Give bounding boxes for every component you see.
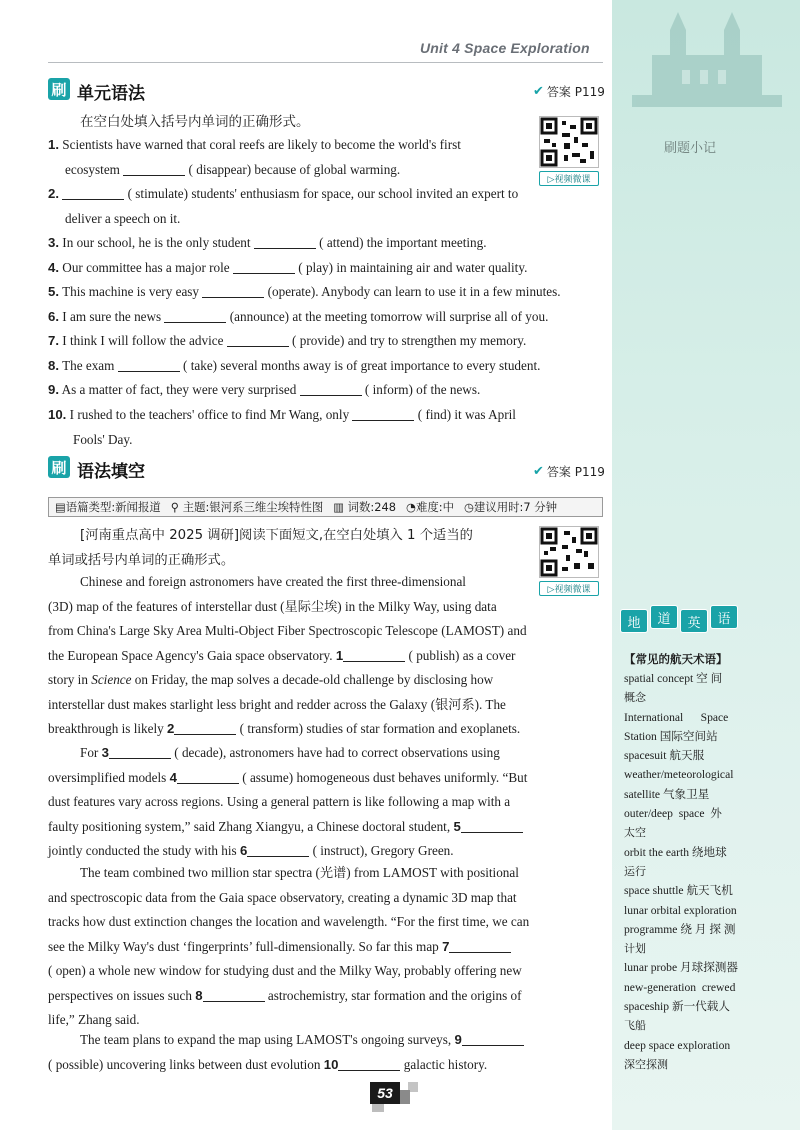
- page-number: 53: [370, 1082, 400, 1104]
- gauge-icon: ◔: [406, 500, 416, 514]
- info-difficulty: ◔难度:中: [406, 500, 454, 514]
- note-label: 刷题小记: [664, 141, 717, 156]
- answer-blank-3[interactable]: [109, 745, 171, 759]
- passage-intro: [河南重点高中 2025 调研]阅读下面短文,在空白处填入 1 个适当的 单词或括号内单词的正确形式。: [48, 528, 473, 568]
- glossary-list: spatial concept 空 间 概念 International Space Station 国际空间站 spacesuit 航天服 weather/meteorological satellite 气象卫星 outer/deep space 外 太空 orbit the earth 绕地球 运行 space shuttle 航天飞机 lunar orbital exploration programme 绕 月 探 测 计划 lunar probe 月球探测器 new-generation crewed spaceship 新一代载人 飞船 deep space exploration 深空探测: [624, 672, 738, 1071]
- answer-blank[interactable]: [118, 358, 180, 372]
- question-2: 2. ( stimulate) students' enthusiasm for space, our school invited an expert to deliver a speech on it.: [48, 186, 519, 226]
- header-divider: [48, 62, 603, 63]
- section-title: 单元语法: [77, 84, 145, 104]
- document-icon: ▤: [55, 500, 66, 514]
- answer-blank[interactable]: [352, 407, 414, 421]
- answer-blank-6[interactable]: [247, 843, 309, 857]
- question-10: 10. I rushed to the teachers' office to find Mr Wang, only ( find) it was April Fools' Day.: [48, 407, 516, 447]
- answer-blank-8[interactable]: [203, 988, 265, 1002]
- info-words: ▥ 词数:248: [333, 500, 396, 514]
- answer-blank[interactable]: [227, 333, 289, 347]
- page-decoration: [372, 1104, 384, 1112]
- passage-info-bar: [48, 497, 603, 517]
- search-icon: ⚲: [170, 500, 180, 514]
- bars-icon: ▥: [333, 500, 344, 514]
- section-icon: 刷: [48, 456, 70, 478]
- question-3: 3. In our school, he is the only student ( attend) the important meeting.: [48, 235, 487, 250]
- glossary-heading: 【常见的航天术语】: [624, 652, 728, 666]
- answer-blank[interactable]: [254, 235, 316, 249]
- authentic-english-badge: 地 道 英 语: [620, 605, 750, 635]
- question-5: 5. This machine is very easy (operate). Anybody can learn to use it in a few minutes.: [48, 284, 561, 299]
- video-lesson-label[interactable]: ▷视频微课: [539, 581, 599, 596]
- answer-blank[interactable]: [300, 382, 362, 396]
- passage-paragraph-1: Chinese and foreign astronomers have created the first three-dimensional (3D) map of the features of interstellar dust (星际尘埃) in the Milky Way, using data from China's Large Sky Area Multi-Object Fiber Spectroscopic Telescope (LAMOST) and the European Space Agency's Gaia space observatory. 1 ( publish) as a cover story in Science on Friday, the map solves a decade-old challenge by disclosing how interstellar dust makes starlight less bright and redder across the Galaxy (银河系). The breakthrough is likely 2 ( transform) studies of star formation and exoplanets.: [48, 574, 527, 736]
- answer-blank[interactable]: [164, 309, 226, 323]
- section-title: 语法填空: [77, 462, 145, 482]
- passage-paragraph-2: For 3 ( decade), astronomers have had to correct observations using oversimplified models 4 ( assume) homogeneous dust behaves uniformly. “But dust features vary across regions. Using a general pattern is like following a map with a faulty positioning system,” said Zhang Xiangyu, a Chinese doctoral student, 5 jointly conducted the study with his 6 ( instruct), Gregory Green.: [48, 745, 528, 858]
- answer-blank-4[interactable]: [177, 770, 239, 784]
- unit-title: Unit 4 Space Exploration: [420, 40, 590, 56]
- answer-blank-5[interactable]: [461, 819, 523, 833]
- question-8: 8. The exam ( take) several months away is of great importance to every student.: [48, 358, 541, 373]
- info-theme: ⚲ 主题:银河系三维尘埃特性图: [170, 500, 324, 514]
- question-6: 6. I am sure the news (announce) at the meeting tomorrow will surprise all of you.: [48, 309, 549, 324]
- answer-blank[interactable]: [62, 186, 124, 200]
- answer-blank[interactable]: [233, 260, 295, 274]
- answer-reference[interactable]: ✔ 答案 P119: [533, 464, 605, 479]
- passage-paragraph-3: The team combined two million star spectra (光谱) from LAMOST with positional and spectroscopic data from the Gaia space observatory, creating a dynamic 3D map that tracks how dust extinction changes the location and wavelength. “For the first time, we can see the Milky Way's dust ‘fingerprints’ full-dimensionally. So far this map 7 ( open) a whole new window for studying dust and the Milky Way, probably offering new perspectives on issues such 8 astrochemistry, star formation and the origins of life,” Zhang said.: [48, 865, 530, 1027]
- answer-blank-1[interactable]: [343, 648, 405, 662]
- answer-blank-9[interactable]: [462, 1032, 524, 1046]
- video-lesson-label[interactable]: ▷视频微课: [539, 171, 599, 186]
- question-9: 9. As a matter of fact, they were very surprised ( inform) of the news.: [48, 382, 481, 397]
- info-time: ◷建议用时:7 分钟: [463, 500, 557, 514]
- clock-icon: ◷: [463, 500, 474, 514]
- answer-blank-10[interactable]: [338, 1057, 400, 1071]
- answer-reference[interactable]: ✔ 答案 P119: [533, 84, 605, 99]
- info-type: ▤语篇类型:新闻报道: [55, 500, 161, 514]
- question-1: 1. Scientists have warned that coral reefs are likely to become the world's first ecosystem ( disappear) because of global warming.: [48, 137, 461, 177]
- answer-blank[interactable]: [202, 284, 264, 298]
- instruction: 在空白处填入括号内单词的正确形式。: [80, 114, 310, 130]
- answer-blank[interactable]: [123, 162, 185, 176]
- answer-blank-2[interactable]: [174, 721, 236, 735]
- check-icon: ✔: [533, 464, 544, 479]
- castle-illustration: [612, 0, 800, 150]
- check-icon: ✔: [533, 84, 544, 99]
- question-7: 7. I think I will follow the advice ( provide) and try to strengthen my memory.: [48, 333, 527, 348]
- section-icon: 刷: [48, 78, 70, 100]
- answer-blank-7[interactable]: [449, 939, 511, 953]
- passage-paragraph-4: The team plans to expand the map using LAMOST's ongoing surveys, 9 ( possible) uncovering links between dust evolution 10 galactic history.: [48, 1028, 603, 1077]
- question-4: 4. Our committee has a major role ( play) in maintaining air and water quality.: [48, 260, 528, 275]
